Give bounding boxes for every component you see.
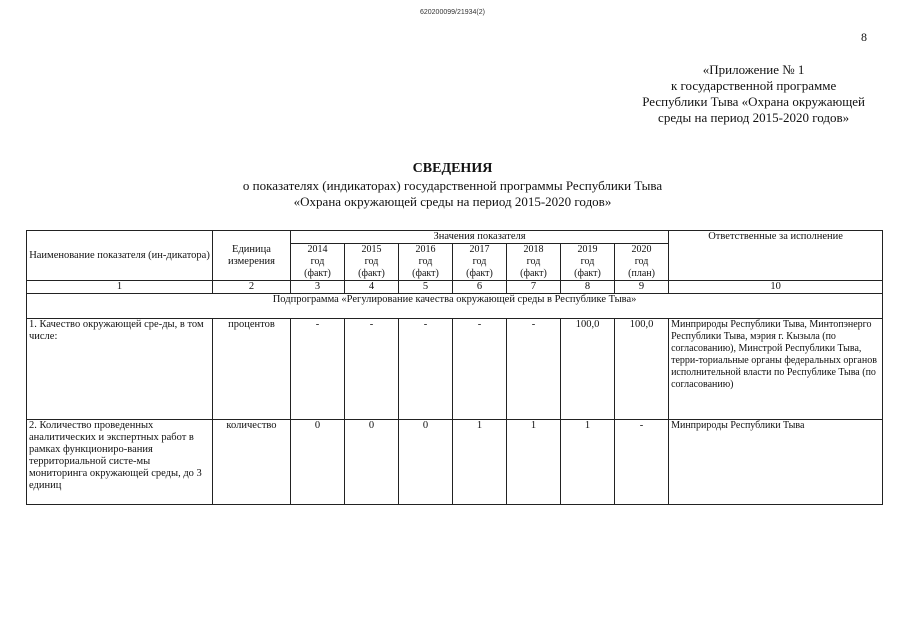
indicator-value: - bbox=[453, 319, 507, 420]
year-unit: год bbox=[364, 256, 379, 267]
indicator-value: 0 bbox=[399, 420, 453, 505]
indicator-value: 0 bbox=[291, 420, 345, 505]
indicator-unit: процентов bbox=[213, 319, 291, 420]
page-number: 8 bbox=[861, 30, 867, 44]
column-number: 4 bbox=[345, 281, 399, 294]
header-row bbox=[27, 231, 883, 244]
header-year-2017 bbox=[453, 244, 507, 281]
appendix-note bbox=[642, 62, 865, 126]
header-year-2018 bbox=[507, 244, 561, 281]
indicator-value: - bbox=[291, 319, 345, 420]
appendix-line: среды на период 2015-2020 годов» bbox=[658, 110, 850, 125]
column-number: 2 bbox=[213, 281, 291, 294]
year-label: 2019 bbox=[577, 244, 598, 255]
indicator-value: - bbox=[345, 319, 399, 420]
subprogram-title: Подпрограмма «Регулирование качества окружающей среды в Республике Тыва» bbox=[27, 294, 883, 319]
indicator-value: 1 bbox=[561, 420, 615, 505]
document-heading bbox=[0, 160, 905, 210]
header-indicator-name: Наименование показателя (ин-дикатора) bbox=[27, 231, 213, 281]
column-number: 7 bbox=[507, 281, 561, 294]
column-number: 6 bbox=[453, 281, 507, 294]
year-unit: год bbox=[472, 256, 487, 267]
indicator-value: - bbox=[399, 319, 453, 420]
indicator-value: 100,0 bbox=[615, 319, 669, 420]
year-kind: (факт) bbox=[304, 268, 331, 279]
year-kind: (факт) bbox=[520, 268, 547, 279]
year-kind: (факт) bbox=[574, 268, 601, 279]
year-unit: год bbox=[526, 256, 541, 267]
table-row bbox=[27, 420, 883, 505]
indicator-value: 1 bbox=[507, 420, 561, 505]
column-number: 8 bbox=[561, 281, 615, 294]
heading-program-name: «Охрана окружающей среды на период 2015-2020 годов» bbox=[293, 194, 612, 209]
column-number: 10 bbox=[669, 281, 883, 294]
header-responsible: Ответственные за исполнение bbox=[669, 231, 883, 281]
header-year-2015 bbox=[345, 244, 399, 281]
column-number: 3 bbox=[291, 281, 345, 294]
year-unit: год bbox=[634, 256, 649, 267]
header-year-2020 bbox=[615, 244, 669, 281]
year-label: 2016 bbox=[415, 244, 436, 255]
column-number: 5 bbox=[399, 281, 453, 294]
document-id: 620200099/21934(2) bbox=[419, 9, 485, 16]
year-label: 2020 bbox=[631, 244, 652, 255]
year-kind: (факт) bbox=[412, 268, 439, 279]
appendix-line: к государственной программе bbox=[670, 78, 837, 93]
column-number: 9 bbox=[615, 281, 669, 294]
header-year-2014 bbox=[291, 244, 345, 281]
year-label: 2014 bbox=[307, 244, 328, 255]
year-unit: год bbox=[580, 256, 595, 267]
indicator-name: 1. Качество окружающей сре-ды, в том числе: bbox=[27, 319, 213, 420]
column-number: 1 bbox=[27, 281, 213, 294]
header-year-2019 bbox=[561, 244, 615, 281]
indicator-responsible: Минприроды Республики Тыва, Минтопэнерго Республики Тыва, мэрия г. Кызыла (по согласованию), Минстрой Республики Тыва, терри-ториальные органы федеральных органов исполнительной власти по Республике Тыва (по согласованию) bbox=[669, 319, 883, 420]
indicator-value: - bbox=[615, 420, 669, 505]
year-kind: (факт) bbox=[466, 268, 493, 279]
indicator-value: - bbox=[507, 319, 561, 420]
indicator-name: 2. Количество проведенных аналитических и экспертных работ в рамках функциониро-вания территориальной систе-мы мониторинга окружающей среды, до 3 единиц bbox=[27, 420, 213, 505]
header-values-group: Значения показателя bbox=[291, 231, 669, 244]
indicator-value: 0 bbox=[345, 420, 399, 505]
year-label: 2017 bbox=[469, 244, 490, 255]
table-row bbox=[27, 319, 883, 420]
column-numbers-row bbox=[27, 281, 883, 294]
year-label: 2015 bbox=[361, 244, 382, 255]
indicator-responsible: Минприроды Республики Тыва bbox=[669, 420, 883, 505]
subprogram-row bbox=[27, 294, 883, 319]
appendix-line: Республики Тыва «Охрана окружающей bbox=[642, 94, 865, 109]
year-unit: год bbox=[418, 256, 433, 267]
indicators-table bbox=[26, 230, 883, 505]
year-label: 2018 bbox=[523, 244, 544, 255]
year-unit: год bbox=[310, 256, 325, 267]
indicator-unit: количество bbox=[213, 420, 291, 505]
year-kind: (факт) bbox=[358, 268, 385, 279]
header-unit: Единица измерения bbox=[213, 231, 291, 281]
indicator-value: 1 bbox=[453, 420, 507, 505]
heading-title: СВЕДЕНИЯ bbox=[412, 161, 493, 176]
year-kind: (план) bbox=[628, 268, 655, 279]
heading-subtitle: о показателях (индикаторах) государственной программы Республики Тыва bbox=[242, 178, 663, 193]
indicator-value: 100,0 bbox=[561, 319, 615, 420]
header-year-2016 bbox=[399, 244, 453, 281]
appendix-line: «Приложение № 1 bbox=[702, 62, 805, 77]
